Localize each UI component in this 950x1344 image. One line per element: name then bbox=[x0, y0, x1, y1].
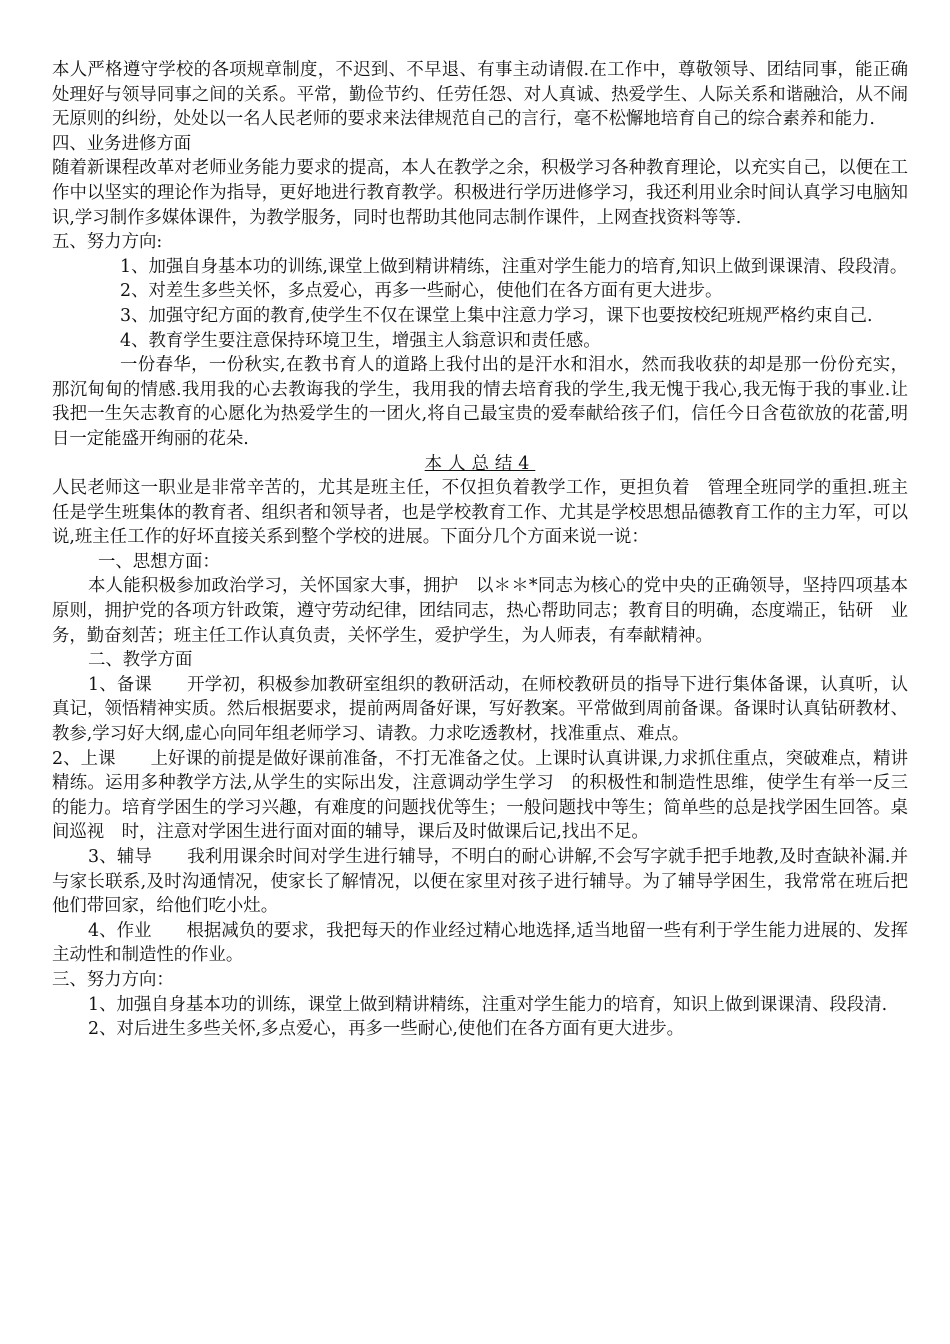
effort-item-1: 1、加强自身基本功的训练,课堂上做到精讲精练，注重对学生能力的培育,知识上做到课课清、段段清。 bbox=[120, 256, 908, 277]
document-page bbox=[52, 58, 908, 1042]
paragraph-intro: 人民老师这一职业是非常辛苦的，尤其是班主任，不仅担负着教学工作，更担负着 管理全班同学的重担.班主任是学生班集体的教育者、组织者和领导者，也是学校教育工作、尤其是学校思想品德教育工作的主力军，可以说,班主任工作的好坏直接关系到整个学校的进展。下面分几个方面来说一说： bbox=[52, 478, 908, 548]
heading-effort-direction-2: 三、努力方向： bbox=[52, 969, 174, 990]
effort-item-4: 4、教育学生要注意保持环境卫生，增强主人翁意识和责任感。 bbox=[120, 330, 601, 351]
effort2-item-1: 1、加强自身基本功的训练，课堂上做到精讲精练，注重对学生能力的培育，知识上做到课课清、段段清. bbox=[88, 994, 888, 1015]
heading-teaching: 二、教学方面 bbox=[88, 650, 193, 671]
effort-item-2: 2、对差生多些关怀，多点爱心，再多一些耐心，使他们在各方面有更大进步。 bbox=[120, 281, 723, 302]
effort-item-3: 3、加强守纪方面的教育,使学生不仅在课堂上集中注意力学习，课下也要按校纪班规严格约束自己. bbox=[120, 305, 873, 326]
heading-effort-direction: 五、努力方向: bbox=[52, 232, 163, 253]
teaching-item-class: 2、上课 上好课的前提是做好课前准备，不打无准备之仗。上课时认真讲课,力求抓住重点，突破难点，精讲精练。运用多种教学方法,从学生的实际出发，注意调动学生学习 的积极性和制造性思维，使学生有举一反三的能力。培育学困生的学习兴趣，有难度的问题找优等生；一般问题找中等生；简单些的总是找学困生回答。桌间巡视 时，注意对学困生进行面对面的辅导，课后及时做课后记,找出不足。 bbox=[52, 748, 908, 843]
paragraph-business-study: 随着新课程改革对老师业务能力要求的提高，本人在教学之余，积极学习各种教育理论，以充实自己，以便在工作中以坚实的理论作为指导，更好地进行教育教学。积极进行学历进修学习，我还利用业余时间认真学习电脑知识,学习制作多媒体课件，为教学服务，同时也帮助其他同志制作课件，上网查找资料等等. bbox=[52, 158, 908, 228]
heading-business-study: 四、业务进修方面 bbox=[52, 133, 192, 154]
teaching-item-tutor: 3、辅导 我利用课余时间对学生进行辅导，不明白的耐心讲解,不会写字就手把手地教,及时查缺补漏.并与家长联系,及时沟通情况，使家长了解情况，以便在家里对孩子进行辅导。为了辅导学困生，我常常在班后把他们带回家，给他们吃小灶。 bbox=[52, 847, 908, 917]
section-title: 本人总结4 bbox=[424, 453, 536, 474]
teaching-item-prepare: 1、备课 开学初，积极参加教研室组织的教研活动，在师校教研员的指导下进行集体备课，认真听，认真记，领悟精神实质。然后根据要求，提前两周备好课，写好教案。平常做到周前备课。备课时认真钻研教材、教参,学习好大纲,虚心向同年组老师学习、请教。力求吃透教材，找准重点、难点。 bbox=[52, 674, 908, 745]
effort2-item-2: 2、对后进生多些关怀,多点爱心，再多一些耐心,使他们在各方面有更大进步。 bbox=[88, 1019, 685, 1040]
heading-thought: 一、思想方面： bbox=[98, 551, 220, 572]
paragraph-closing: 一份春华，一份秋实,在教书育人的道路上我付出的是汗水和泪水，然而我收获的却是那一份份充实，那沉甸甸的情感.我用我的心去教诲我的学生，我用我的情去培育我的学生,我无愧于我心,我无悔于我的事业.让我把一生矢志教育的心愿化为热爱学生的一团火,将自己最宝贵的爱奉献给孩子们，信任今日含苞欲放的花蕾,明日一定能盛开绚丽的花朵. bbox=[52, 355, 908, 449]
teaching-item-homework: 4、作业 根据减负的要求，我把每天的作业经过精心地选择,适当地留一些有利于学生能力进展的、发挥主动性和制造性的作业。 bbox=[52, 920, 908, 966]
paragraph-thought: 本人能积极参加政治学习，关怀国家大事，拥护 以＊＊*同志为核心的党中央的正确领导，坚持四项基本原则，拥护党的各项方针政策，遵守劳动纪律，团结同志，热心帮助同志；教育目的明确，态度端正，钻研 业务，勤奋刻苦；班主任工作认真负责，关怀学生，爱护学生，为人师表，有奉献精神。 bbox=[52, 576, 908, 646]
paragraph-conduct: 本人严格遵守学校的各项规章制度，不迟到、不早退、有事主动请假.在工作中，尊敬领导、团结同事，能正确处理好与领导同事之间的关系。平常，勤俭节约、任劳任怨、对人真诚、热爱学生、人际关系和谐融洽，从不闹无原则的纠纷，处处以一名人民老师的要求来法律规范自己的言行，毫不松懈地培育自己的综合素养和能力. bbox=[52, 60, 908, 130]
